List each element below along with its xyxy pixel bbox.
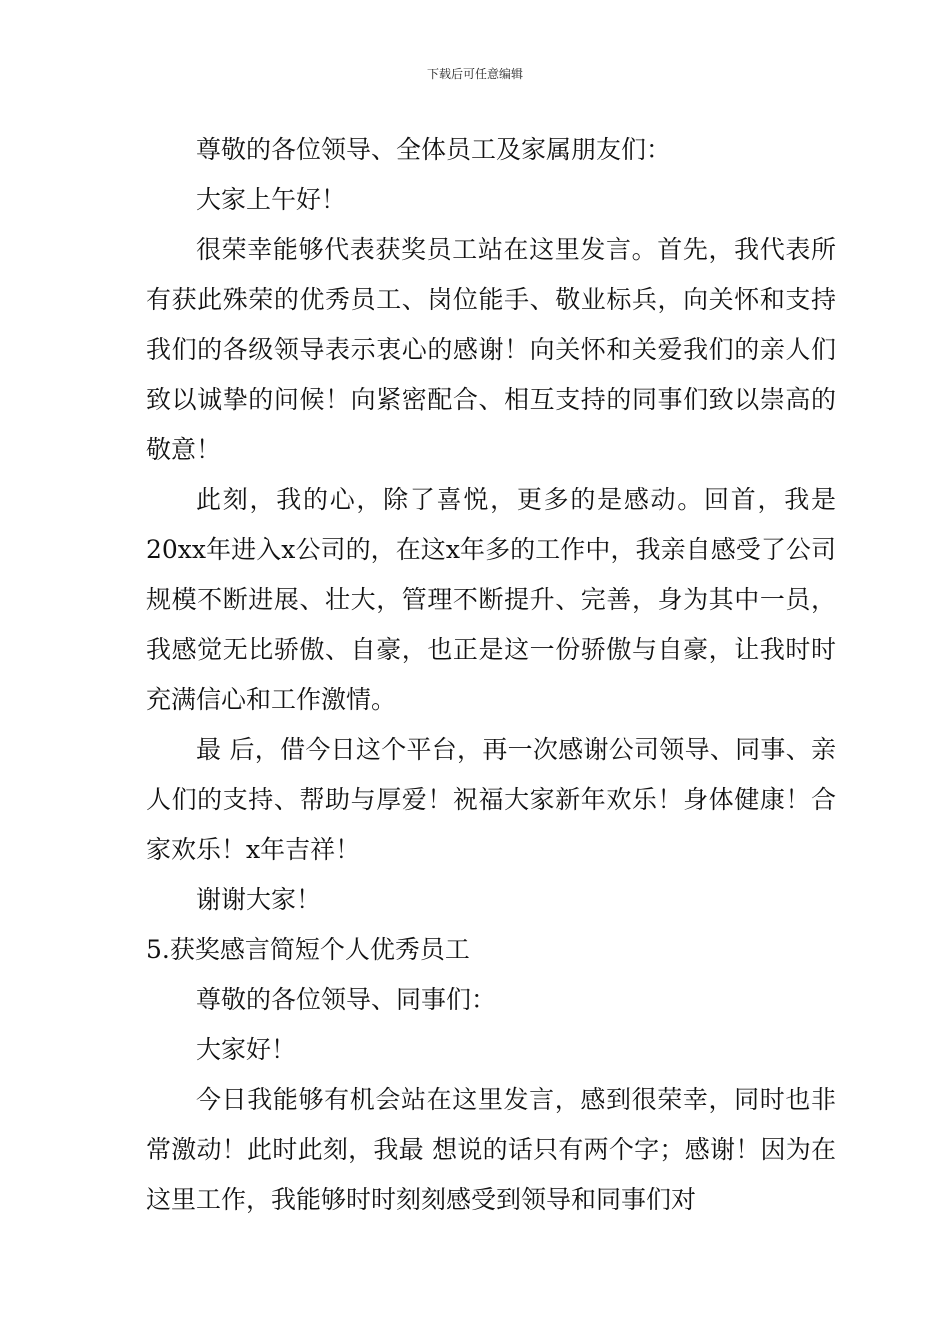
page-header: 下载后可任意编辑 — [426, 67, 523, 81]
paragraph: 谢谢大家！ — [196, 885, 322, 914]
paragraph: 尊敬的各位领导、全体员工及家属朋友们： — [196, 135, 672, 164]
paragraph: 今日我能够有机会站在这里发言，感到很荣幸，同时也非常激动！此时此刻，我最 想说的话只有两个字；感谢！因为在这里工作，我能够时时刻刻感受到领导和同事们对 — [146, 1085, 836, 1214]
paragraph: 此刻，我的心，除了喜悦，更多的是感动。回首，我是20xx年进入x公司的，在这x年多的工作中，我亲自感受了公司规模不断进展、壮大，管理不断提升、完善，身为其中一员，我感觉无比骄傲、自豪，也正是这一份骄傲与自豪，让我时时充满信心和工作激情。 — [146, 485, 836, 714]
section-heading: 5.获奖感言简短个人优秀员工 — [146, 935, 470, 964]
paragraph: 最 后，借今日这个平台，再一次感谢公司领导、同事、亲人们的支持、帮助与厚爱！祝福大家新年欢乐！身体健康！合家欢乐！x年吉祥！ — [146, 735, 836, 864]
paragraph: 大家好！ — [196, 1035, 297, 1064]
paragraph: 很荣幸能够代表获奖员工站在这里发言。首先，我代表所有获此殊荣的优秀员工、岗位能手、敬业标兵，向关怀和支持我们的各级领导表示衷心的感谢！向关怀和关爱我们的亲人们致以诚挚的问候！向紧密配合、相互支持的同事们致以崇高的敬意！ — [146, 235, 836, 464]
document-body — [146, 125, 836, 1225]
paragraph: 尊敬的各位领导、同事们： — [196, 985, 497, 1014]
paragraph: 大家上午好！ — [196, 185, 347, 214]
